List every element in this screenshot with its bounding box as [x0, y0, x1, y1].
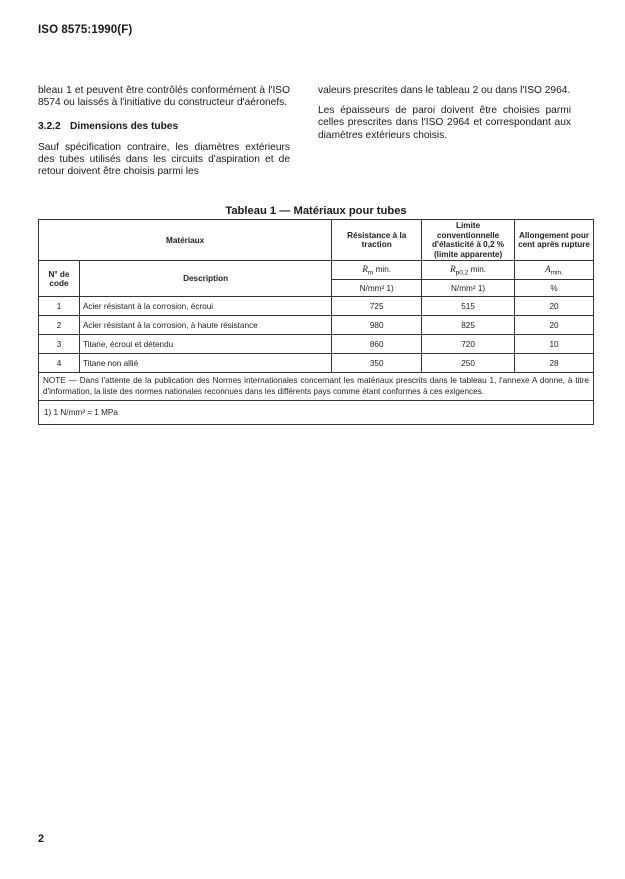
row-description: Titane non allié — [79, 354, 331, 373]
row-code: 2 — [39, 316, 80, 335]
row-limite: 515 — [422, 297, 515, 316]
unit-allongement: % — [515, 280, 594, 297]
header-code: N° de code — [39, 261, 80, 297]
header-description: Description — [79, 261, 331, 297]
header-resistance: Résistance à la traction — [332, 220, 422, 261]
table-row — [39, 335, 594, 354]
section-title: Dimensions des tubes — [70, 121, 179, 133]
row-allongement: 10 — [515, 335, 594, 354]
row-allongement: 20 — [515, 297, 594, 316]
document-header: ISO 8575:1990(F) — [38, 24, 133, 36]
table-row — [39, 297, 594, 316]
page-number: 2 — [38, 833, 45, 845]
left-column — [38, 85, 290, 178]
row-code: 4 — [39, 354, 80, 373]
row-resistance: 980 — [332, 316, 422, 335]
left-paragraph-1: bleau 1 et peuvent être contrôlés conformément à l'ISO 8574 ou laissés à l'initiative du constructeur d'aéronefs. — [38, 85, 290, 109]
header-materiaux: Matériaux — [39, 220, 332, 261]
row-resistance: 860 — [332, 335, 422, 354]
row-allongement: 20 — [515, 316, 594, 335]
unit-resistance: N/mm² 1) — [332, 280, 422, 297]
table-note: NOTE — Dans l'attente de la publication des Normes internationales concernant les matériaux prescrits dans le tableau 1, l'annexe A donne, à titre d'information, la liste des normes nationales reconnues dans les différents pays comme étant conformes à ces exigences. — [39, 373, 594, 401]
row-limite: 825 — [422, 316, 515, 335]
row-resistance: 725 — [332, 297, 422, 316]
section-number: 3.2.2 — [38, 121, 61, 133]
row-description: Titane, écroui et détendu — [79, 335, 331, 354]
row-resistance: 350 — [332, 354, 422, 373]
row-description: Acier résistant à la corrosion, à haute résistance — [79, 316, 331, 335]
row-limite: 720 — [422, 335, 515, 354]
row-code: 1 — [39, 297, 80, 316]
symbol-rp: $R_{p0,2}$ min. — [422, 261, 515, 280]
symbol-rm: $R_m$ min. — [332, 261, 422, 280]
unit-limite: N/mm² 1) — [422, 280, 515, 297]
symbol-a: $A_{min.}$ — [515, 261, 594, 280]
row-description: Acier résistant à la corrosion, écroui — [79, 297, 331, 316]
right-column — [318, 85, 571, 142]
right-paragraph-2: Les épaisseurs de paroi doivent être choisies parmi celles prescrites dans l'ISO 2964 et correspondant aux diamètres extérieurs choisis. — [318, 105, 571, 141]
table-title: Tableau 1 — Matériaux pour tubes — [225, 205, 407, 217]
header-allongement: Allongement pour cent après rupture — [515, 220, 594, 261]
row-code: 3 — [39, 335, 80, 354]
materials-table — [38, 219, 594, 425]
section-heading — [38, 121, 290, 133]
row-limite: 250 — [422, 354, 515, 373]
table-row — [39, 316, 594, 335]
header-limite: Limite conventionnelle d'élasticité à 0,2 % (limite apparente) — [422, 220, 515, 261]
table-row — [39, 354, 594, 373]
right-paragraph-1: valeurs prescrites dans le tableau 2 ou dans l'ISO 2964. — [318, 85, 571, 96]
left-paragraph-2: Sauf spécification contraire, les diamètres extérieurs des tubes utilisés dans les circuits d'aspiration et de retour doivent être choisis parmi les — [38, 141, 290, 178]
table-footnote: 1) 1 N/mm² = 1 MPa — [39, 401, 594, 425]
row-allongement: 28 — [515, 354, 594, 373]
